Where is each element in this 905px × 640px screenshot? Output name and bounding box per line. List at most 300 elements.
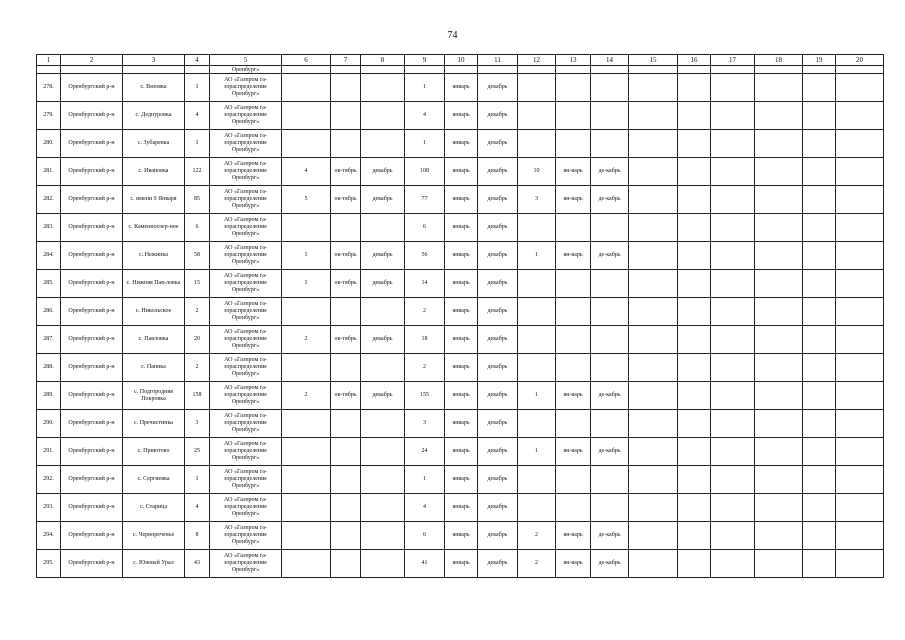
end-month-cell xyxy=(361,298,405,326)
district-cell: Оренбургский р-н xyxy=(61,102,123,130)
start-month-cell: ок-тябрь xyxy=(331,242,361,270)
column-header-10: 10 xyxy=(445,55,478,66)
table-row xyxy=(37,74,884,102)
start-month-cell: ян-варь xyxy=(556,522,591,550)
start-month-cell: январь xyxy=(445,410,478,438)
empty-cell xyxy=(803,298,836,326)
village-cell: с. имени 9 Января xyxy=(123,186,185,214)
count-cell: 1 xyxy=(405,130,445,158)
end-month-cell: декабрь xyxy=(361,242,405,270)
table-row xyxy=(37,102,884,130)
row-number: 281. xyxy=(37,158,61,186)
end-month-cell: декабрь xyxy=(478,438,518,466)
table-row xyxy=(37,298,884,326)
org-cell: АО «Газпром га-зораспределение Оренбург» xyxy=(210,130,282,158)
org-cell: АО «Газпром га-зораспределение Оренбург» xyxy=(210,102,282,130)
empty-cell xyxy=(803,270,836,298)
count-cell xyxy=(518,410,556,438)
district-cell: Оренбургский р-н xyxy=(61,242,123,270)
end-month-cell: декабрь xyxy=(478,242,518,270)
column-header-3: 3 xyxy=(123,55,185,66)
village-cell: с. Нежинка xyxy=(123,242,185,270)
end-month-cell: де-кабрь xyxy=(591,242,629,270)
empty-cell xyxy=(678,522,711,550)
total-cell: 43 xyxy=(185,550,210,578)
empty-cell xyxy=(629,242,678,270)
end-month-cell xyxy=(591,214,629,242)
village-cell: с. Никольское xyxy=(123,298,185,326)
empty-cell xyxy=(629,466,678,494)
empty-cell xyxy=(755,494,803,522)
end-month-cell xyxy=(361,74,405,102)
start-month-cell xyxy=(331,494,361,522)
count-cell: 14 xyxy=(405,270,445,298)
total-cell: 1 xyxy=(185,130,210,158)
total-cell: 2 xyxy=(185,298,210,326)
empty-cell xyxy=(711,186,755,214)
district-cell: Оренбургский р-н xyxy=(61,214,123,242)
column-header-15: 15 xyxy=(629,55,678,66)
count-cell xyxy=(282,522,331,550)
start-month-cell: январь xyxy=(445,158,478,186)
continuation-org: Оренбург» xyxy=(210,66,282,74)
district-cell: Оренбургский р-н xyxy=(61,494,123,522)
empty-cell xyxy=(836,326,884,354)
end-month-cell: декабрь xyxy=(361,270,405,298)
empty-cell xyxy=(678,354,711,382)
start-month-cell: январь xyxy=(445,382,478,410)
end-month-cell: декабрь xyxy=(478,522,518,550)
end-month-cell: де-кабрь xyxy=(591,550,629,578)
start-month-cell xyxy=(556,494,591,522)
end-month-cell: декабрь xyxy=(478,270,518,298)
count-cell: 3 xyxy=(518,186,556,214)
empty-cell xyxy=(755,186,803,214)
continuation-row xyxy=(37,66,884,74)
column-header-8: 8 xyxy=(361,55,405,66)
empty-cell xyxy=(755,242,803,270)
empty-cell xyxy=(629,354,678,382)
empty-cell xyxy=(836,298,884,326)
end-month-cell: декабрь xyxy=(478,130,518,158)
org-cell: АО «Газпром га-зораспределение Оренбург» xyxy=(210,270,282,298)
total-cell: 85 xyxy=(185,186,210,214)
org-cell: АО «Газпром га-зораспределение Оренбург» xyxy=(210,522,282,550)
end-month-cell xyxy=(361,550,405,578)
empty-cell xyxy=(803,74,836,102)
table-row xyxy=(37,214,884,242)
end-month-cell: декабрь xyxy=(361,186,405,214)
row-number: 278. xyxy=(37,74,61,102)
end-month-cell: декабрь xyxy=(361,382,405,410)
total-cell: 1 xyxy=(185,74,210,102)
total-cell: 8 xyxy=(185,522,210,550)
end-month-cell xyxy=(361,466,405,494)
org-cell: АО «Газпром га-зораспределение Оренбург» xyxy=(210,242,282,270)
start-month-cell xyxy=(556,326,591,354)
empty-cell xyxy=(803,130,836,158)
start-month-cell: январь xyxy=(445,270,478,298)
column-header-7: 7 xyxy=(331,55,361,66)
count-cell: 1 xyxy=(282,270,331,298)
empty-cell xyxy=(711,494,755,522)
end-month-cell: де-кабрь xyxy=(591,158,629,186)
empty-cell xyxy=(711,466,755,494)
count-cell: 5 xyxy=(282,186,331,214)
end-month-cell: декабрь xyxy=(478,74,518,102)
count-cell: 1 xyxy=(518,438,556,466)
total-cell: 25 xyxy=(185,438,210,466)
empty-cell xyxy=(755,102,803,130)
column-number-row xyxy=(37,55,884,66)
column-header-9: 9 xyxy=(405,55,445,66)
empty-cell xyxy=(711,270,755,298)
empty-cell xyxy=(711,102,755,130)
row-number: 287. xyxy=(37,326,61,354)
end-month-cell xyxy=(591,298,629,326)
district-cell: Оренбургский р-н xyxy=(61,354,123,382)
end-month-cell: декабрь xyxy=(361,158,405,186)
empty-cell xyxy=(629,438,678,466)
empty-cell xyxy=(711,74,755,102)
org-cell: АО «Газпром га-зораспределение Оренбург» xyxy=(210,466,282,494)
count-cell: 3 xyxy=(405,410,445,438)
empty-cell xyxy=(803,326,836,354)
row-number: 279. xyxy=(37,102,61,130)
count-cell xyxy=(518,298,556,326)
start-month-cell: январь xyxy=(445,214,478,242)
count-cell xyxy=(518,326,556,354)
empty-cell xyxy=(629,550,678,578)
count-cell: 2 xyxy=(518,550,556,578)
count-cell xyxy=(282,74,331,102)
empty-cell xyxy=(836,270,884,298)
total-cell: 158 xyxy=(185,382,210,410)
start-month-cell: январь xyxy=(445,354,478,382)
empty-cell xyxy=(711,130,755,158)
table-row xyxy=(37,242,884,270)
empty-cell xyxy=(629,270,678,298)
count-cell: 6 xyxy=(405,522,445,550)
end-month-cell xyxy=(361,410,405,438)
count-cell xyxy=(282,466,331,494)
end-month-cell xyxy=(361,438,405,466)
empty-cell xyxy=(629,158,678,186)
row-number: 283. xyxy=(37,214,61,242)
empty-cell xyxy=(678,214,711,242)
empty-cell xyxy=(803,102,836,130)
district-cell: Оренбургский р-н xyxy=(61,326,123,354)
count-cell: 6 xyxy=(405,214,445,242)
count-cell: 4 xyxy=(405,102,445,130)
total-cell: 4 xyxy=(185,102,210,130)
count-cell: 41 xyxy=(405,550,445,578)
start-month-cell xyxy=(331,522,361,550)
village-cell: с. Пречистинка xyxy=(123,410,185,438)
end-month-cell: декабрь xyxy=(478,298,518,326)
table-row xyxy=(37,326,884,354)
start-month-cell: январь xyxy=(445,438,478,466)
end-month-cell: декабрь xyxy=(478,494,518,522)
start-month-cell xyxy=(556,270,591,298)
empty-cell xyxy=(755,382,803,410)
end-month-cell: де-кабрь xyxy=(591,382,629,410)
empty-cell xyxy=(803,494,836,522)
start-month-cell: январь xyxy=(445,522,478,550)
empty-cell xyxy=(836,354,884,382)
row-number: 293. xyxy=(37,494,61,522)
empty-cell xyxy=(678,298,711,326)
count-cell xyxy=(282,214,331,242)
org-cell: АО «Газпром га-зораспределение Оренбург» xyxy=(210,326,282,354)
start-month-cell: январь xyxy=(445,74,478,102)
end-month-cell xyxy=(591,270,629,298)
count-cell: 56 xyxy=(405,242,445,270)
start-month-cell xyxy=(556,74,591,102)
empty-cell xyxy=(803,438,836,466)
org-cell: АО «Газпром га-зораспределение Оренбург» xyxy=(210,382,282,410)
end-month-cell xyxy=(361,354,405,382)
empty-cell xyxy=(629,522,678,550)
table-row xyxy=(37,186,884,214)
empty-cell xyxy=(755,410,803,438)
table-row xyxy=(37,438,884,466)
empty-cell xyxy=(711,298,755,326)
start-month-cell xyxy=(331,130,361,158)
page-number: 74 xyxy=(447,30,458,41)
count-cell: 155 xyxy=(405,382,445,410)
empty-cell xyxy=(678,242,711,270)
org-cell: АО «Газпром га-зораспределение Оренбург» xyxy=(210,550,282,578)
village-cell: с. Чернореченье xyxy=(123,522,185,550)
empty-cell xyxy=(755,214,803,242)
count-cell: 2 xyxy=(405,354,445,382)
start-month-cell xyxy=(331,438,361,466)
count-cell: 1 xyxy=(405,466,445,494)
empty-cell xyxy=(836,438,884,466)
end-month-cell: декабрь xyxy=(478,550,518,578)
start-month-cell xyxy=(331,466,361,494)
empty-cell xyxy=(836,102,884,130)
empty-cell xyxy=(803,214,836,242)
empty-cell xyxy=(678,158,711,186)
org-cell: АО «Газпром га-зораспределение Оренбург» xyxy=(210,354,282,382)
empty-cell xyxy=(629,410,678,438)
start-month-cell: ян-варь xyxy=(556,158,591,186)
empty-cell xyxy=(755,158,803,186)
table-row xyxy=(37,158,884,186)
data-table xyxy=(36,54,884,578)
end-month-cell xyxy=(591,494,629,522)
column-header-19: 19 xyxy=(803,55,836,66)
village-cell: с. Паника xyxy=(123,354,185,382)
end-month-cell xyxy=(591,130,629,158)
empty-cell xyxy=(678,326,711,354)
village-cell: с. Южный Урал xyxy=(123,550,185,578)
table-row xyxy=(37,466,884,494)
column-header-6: 6 xyxy=(282,55,331,66)
district-cell: Оренбургский р-н xyxy=(61,550,123,578)
end-month-cell: де-кабрь xyxy=(591,522,629,550)
end-month-cell: декабрь xyxy=(478,382,518,410)
count-cell: 10 xyxy=(518,158,556,186)
start-month-cell xyxy=(331,550,361,578)
empty-cell xyxy=(755,550,803,578)
empty-cell xyxy=(803,158,836,186)
empty-cell xyxy=(803,354,836,382)
table-body xyxy=(37,55,884,578)
empty-cell xyxy=(629,298,678,326)
end-month-cell: декабрь xyxy=(478,354,518,382)
empty-cell xyxy=(836,382,884,410)
empty-cell xyxy=(678,382,711,410)
org-cell: АО «Газпром га-зораспределение Оренбург» xyxy=(210,158,282,186)
empty-cell xyxy=(836,242,884,270)
count-cell xyxy=(518,214,556,242)
empty-cell xyxy=(678,186,711,214)
total-cell: 58 xyxy=(185,242,210,270)
end-month-cell xyxy=(361,102,405,130)
table-row xyxy=(37,410,884,438)
table-row xyxy=(37,270,884,298)
count-cell xyxy=(518,466,556,494)
table-row xyxy=(37,494,884,522)
row-number: 282. xyxy=(37,186,61,214)
start-month-cell: ок-тябрь xyxy=(331,158,361,186)
count-cell xyxy=(282,410,331,438)
start-month-cell: январь xyxy=(445,186,478,214)
start-month-cell xyxy=(556,214,591,242)
empty-cell xyxy=(836,186,884,214)
count-cell: 1 xyxy=(282,242,331,270)
table-row xyxy=(37,522,884,550)
empty-cell xyxy=(711,382,755,410)
district-cell: Оренбургский р-н xyxy=(61,298,123,326)
district-cell: Оренбургский р-н xyxy=(61,74,123,102)
empty-cell xyxy=(711,438,755,466)
table-row xyxy=(37,354,884,382)
row-number: 295. xyxy=(37,550,61,578)
row-number: 280. xyxy=(37,130,61,158)
end-month-cell: декабрь xyxy=(478,186,518,214)
district-cell: Оренбургский р-н xyxy=(61,466,123,494)
total-cell: 20 xyxy=(185,326,210,354)
row-number: 290. xyxy=(37,410,61,438)
village-cell: с. Нижняя Пав-ловка xyxy=(123,270,185,298)
empty-cell xyxy=(678,410,711,438)
start-month-cell: ян-варь xyxy=(556,242,591,270)
empty-cell xyxy=(755,354,803,382)
start-month-cell xyxy=(556,102,591,130)
start-month-cell xyxy=(331,298,361,326)
empty-cell xyxy=(678,270,711,298)
empty-cell xyxy=(629,494,678,522)
village-cell: с. Зубаревка xyxy=(123,130,185,158)
empty-cell xyxy=(678,74,711,102)
empty-cell xyxy=(711,158,755,186)
count-cell xyxy=(518,354,556,382)
start-month-cell xyxy=(331,74,361,102)
empty-cell xyxy=(711,242,755,270)
empty-cell xyxy=(629,130,678,158)
count-cell xyxy=(518,494,556,522)
end-month-cell xyxy=(591,410,629,438)
district-cell: Оренбургский р-н xyxy=(61,270,123,298)
total-cell: 3 xyxy=(185,410,210,438)
count-cell xyxy=(282,354,331,382)
row-number: 288. xyxy=(37,354,61,382)
column-header-1: 1 xyxy=(37,55,61,66)
start-month-cell: ок-тябрь xyxy=(331,186,361,214)
district-cell: Оренбургский р-н xyxy=(61,410,123,438)
row-number: 291. xyxy=(37,438,61,466)
count-cell: 77 xyxy=(405,186,445,214)
total-cell: 6 xyxy=(185,214,210,242)
count-cell: 4 xyxy=(282,158,331,186)
district-cell: Оренбургский р-н xyxy=(61,382,123,410)
start-month-cell: январь xyxy=(445,102,478,130)
end-month-cell: декабрь xyxy=(478,326,518,354)
empty-cell xyxy=(755,74,803,102)
count-cell xyxy=(282,494,331,522)
org-cell: АО «Газпром га-зораспределение Оренбург» xyxy=(210,494,282,522)
count-cell: 1 xyxy=(518,382,556,410)
org-cell: АО «Газпром га-зораспределение Оренбург» xyxy=(210,186,282,214)
end-month-cell xyxy=(591,74,629,102)
total-cell: 15 xyxy=(185,270,210,298)
row-number: 289. xyxy=(37,382,61,410)
count-cell xyxy=(282,550,331,578)
empty-cell xyxy=(803,550,836,578)
district-cell: Оренбургский р-н xyxy=(61,438,123,466)
total-cell: 2 xyxy=(185,354,210,382)
end-month-cell: декабрь xyxy=(478,410,518,438)
end-month-cell xyxy=(361,494,405,522)
empty-cell xyxy=(836,158,884,186)
empty-cell xyxy=(678,466,711,494)
count-cell: 2 xyxy=(518,522,556,550)
column-header-5: 5 xyxy=(210,55,282,66)
row-number: 292. xyxy=(37,466,61,494)
start-month-cell: ян-варь xyxy=(556,186,591,214)
empty-cell xyxy=(803,242,836,270)
org-cell: АО «Газпром га-зораспределение Оренбург» xyxy=(210,438,282,466)
end-month-cell: декабрь xyxy=(478,466,518,494)
end-month-cell: де-кабрь xyxy=(591,186,629,214)
village-cell: с. Приютово xyxy=(123,438,185,466)
column-header-14: 14 xyxy=(591,55,629,66)
start-month-cell: январь xyxy=(445,242,478,270)
empty-cell xyxy=(629,214,678,242)
start-month-cell: ян-варь xyxy=(556,550,591,578)
start-month-cell: ян-варь xyxy=(556,438,591,466)
org-cell: АО «Газпром га-зораспределение Оренбург» xyxy=(210,410,282,438)
end-month-cell xyxy=(591,102,629,130)
total-cell: 1 xyxy=(185,466,210,494)
village-cell: с. Каменноозер-ное xyxy=(123,214,185,242)
start-month-cell xyxy=(556,410,591,438)
empty-cell xyxy=(755,438,803,466)
start-month-cell: ок-тябрь xyxy=(331,270,361,298)
empty-cell xyxy=(836,466,884,494)
empty-cell xyxy=(836,130,884,158)
count-cell: 2 xyxy=(405,298,445,326)
total-cell: 122 xyxy=(185,158,210,186)
village-cell: с. Подгородняя Покровка xyxy=(123,382,185,410)
count-cell xyxy=(282,130,331,158)
empty-cell xyxy=(711,326,755,354)
village-cell: с. Павловка xyxy=(123,326,185,354)
